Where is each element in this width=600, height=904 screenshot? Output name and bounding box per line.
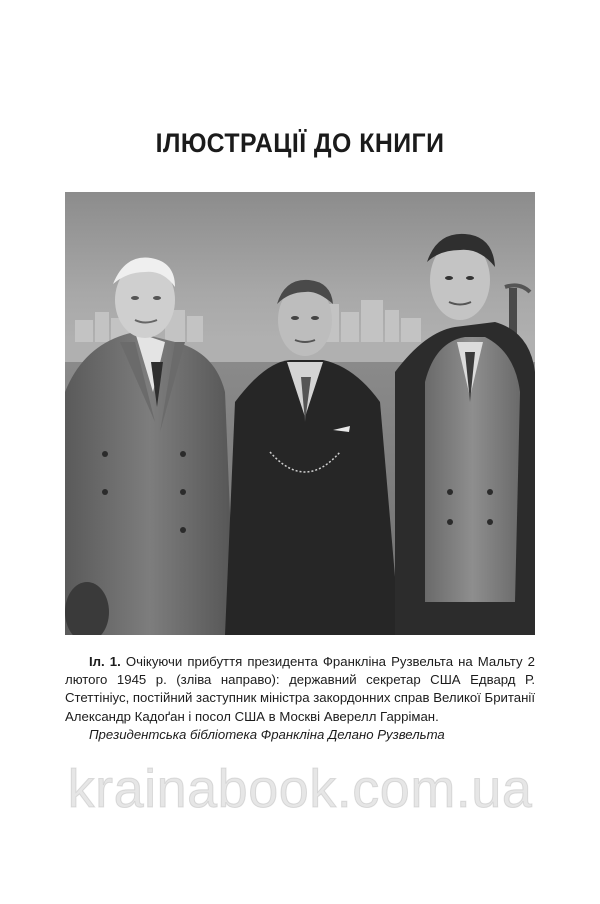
historical-photo <box>65 192 535 635</box>
page-title: ІЛЮСТРАЦІЇ ДО КНИГИ <box>155 128 445 158</box>
figure-source: Президентська бібліотека Франкліна Делано Рузвельта <box>89 727 445 742</box>
watermark: krainabook.com.ua <box>67 759 533 819</box>
figure-caption-text: Очікуючи прибуття президента Франкліна Рузвельта на Мальту 2 лютого 1945 р. (зліва направо): державний секретар США Едвард Р. Стеттініус, постійний заступник міністра закордонних справ Великої Британії Александр Кадоґан і посол США в Москві Аверелл Гарріман. <box>65 654 535 724</box>
figure-caption <box>65 653 535 726</box>
figure-label: Іл. 1. <box>89 654 121 669</box>
